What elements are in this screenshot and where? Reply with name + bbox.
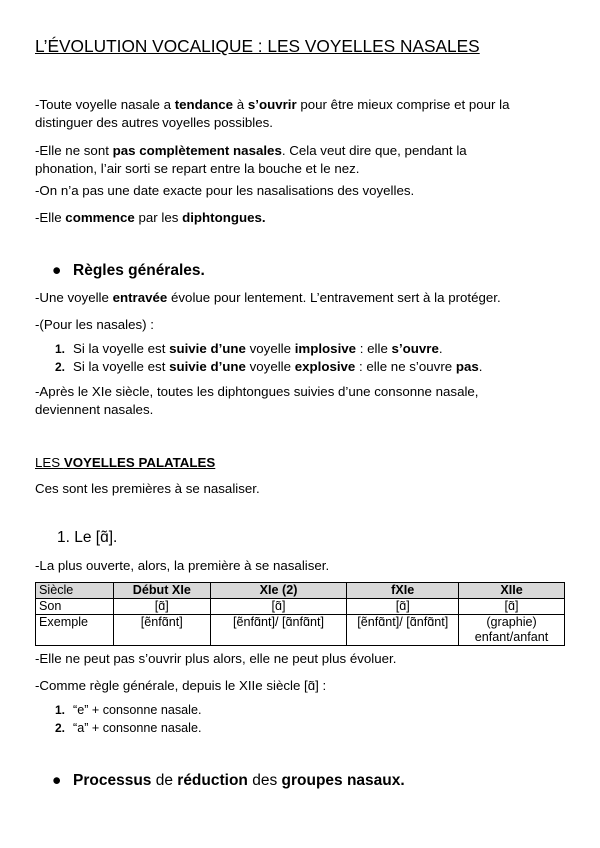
page-title: L’ÉVOLUTION VOCALIQUE : LES VOYELLES NASALES [35,36,480,56]
text: pour être mieux comprise et pour la [296,97,510,112]
text: Si la voyelle est [73,359,170,374]
table-cell: Début XIe [113,583,210,599]
table-row [36,599,565,615]
bold-text: s’ouvrir [247,97,297,112]
list-number: 1. [55,342,66,356]
text: . [478,359,483,374]
table-cell: [ɑ̃] [113,599,210,615]
intro-paragraph-3: -On n’a pas une date exacte pour les nasalisations des voyelles. [35,183,415,198]
bold-text: réduction [177,772,248,789]
bold-text: commence [65,210,135,225]
list-item [55,340,560,358]
text: -Elle ne sont [35,143,113,158]
table-cell: [ẽnfɑ̃nt]/ [ɑ̃nfɑ̃nt] [210,615,347,646]
table-cell: Son [36,599,114,615]
table-cell: [ɑ̃] [459,599,565,615]
list-item [55,358,560,376]
text: phonation, l’air sorti se repart entre la bouche et le nez. [35,161,360,176]
bold-text: Processus [73,772,152,789]
text: deviennent nasales. [35,402,154,417]
text: par les [134,210,183,225]
text: -Après le XIe siècle, toutes les diphtongues suivies d’une consonne nasale, [35,384,479,399]
text: à [233,97,248,112]
table-cell: fXIe [347,583,459,599]
list-item [55,719,560,737]
bullet-icon: ● [52,772,62,789]
bold-text: pas [455,359,479,374]
list-number: 1. [55,703,66,717]
bold-text: pas complètement nasales [112,143,282,158]
text: . [438,341,443,356]
le-a-paragraph-1: -La plus ouverte, alors, la première à se nasaliser. [35,558,330,573]
intro-paragraph-2 [35,142,560,178]
le-a-paragraph-3: -Comme règle générale, depuis le XIIe siècle [ɑ̃] : [35,678,327,693]
bold-text: VOYELLES PALATALES [63,455,216,470]
table-header-row [36,583,565,599]
table-cell: [ɑ̃] [210,599,347,615]
table-cell: XIe (2) [210,583,347,599]
heading-text: Règles générales. [73,262,205,279]
table-row [36,615,565,646]
intro-paragraph-4 [35,209,560,227]
text: -Toute voyelle nasale a [35,97,175,112]
text: Si la voyelle est [73,341,170,356]
table-cell: XIIe [459,583,565,599]
section-subtitle: Ces sont les premières à se nasaliser. [35,481,260,496]
bold-text: groupes nasaux. [281,772,405,789]
le-a-paragraph-2: -Elle ne peut pas s’ouvrir plus alors, elle ne peut plus évoluer. [35,651,397,666]
table-cell: Siècle [36,583,114,599]
bold-text: diphtongues. [182,210,266,225]
text: voyelle [245,359,295,374]
regles-paragraph-1 [35,289,560,307]
table-cell: Exemple [36,615,114,646]
regles-list [55,340,560,376]
regles-paragraph-3 [35,383,560,419]
le-a-heading: 1. Le [ɑ̃]. [57,529,118,546]
section-title [35,454,215,472]
list-number: 2. [55,360,66,374]
text: : elle [356,341,392,356]
text: voyelle [245,341,295,356]
bold-text: suivie d’une [169,359,246,374]
bold-text: tendance [174,97,234,112]
evolution-table [35,582,565,646]
list-number: 2. [55,721,66,735]
bold-text: explosive [294,359,356,374]
text: de [151,772,178,789]
bold-text: entravée [112,290,168,305]
text: évolue pour lentement. L’entravement sert à la protéger. [167,290,501,305]
text: “a” + consonne nasale. [73,721,202,735]
regles-paragraph-2: -(Pour les nasales) : [35,317,154,332]
le-a-list [55,701,560,737]
text: LES [35,455,64,470]
bold-text: suivie d’une [169,341,246,356]
processus-heading [52,771,405,791]
bullet-icon: ● [52,262,62,279]
list-item [55,701,560,719]
text: (graphie) [486,615,537,629]
text: “e” + consonne nasale. [73,703,202,717]
text: des [247,772,282,789]
bold-text: s’ouvre [391,341,439,356]
table-cell [459,615,565,646]
text: -Elle [35,210,66,225]
text: . Cela veut dire que, pendant la [281,143,467,158]
text: : elle ne s’ouvre [355,359,456,374]
text: -Une voyelle [35,290,113,305]
text: distinguer des autres voyelles possibles. [35,115,273,130]
intro-paragraph-1 [35,96,560,132]
regles-heading [52,261,205,281]
table-cell: [ẽnfɑ̃nt] [113,615,210,646]
table-cell: [ẽnfɑ̃nt]/ [ɑ̃nfɑ̃nt] [347,615,459,646]
table-cell: [ɑ̃] [347,599,459,615]
bold-text: implosive [294,341,357,356]
text: enfant/anfant [474,630,549,644]
